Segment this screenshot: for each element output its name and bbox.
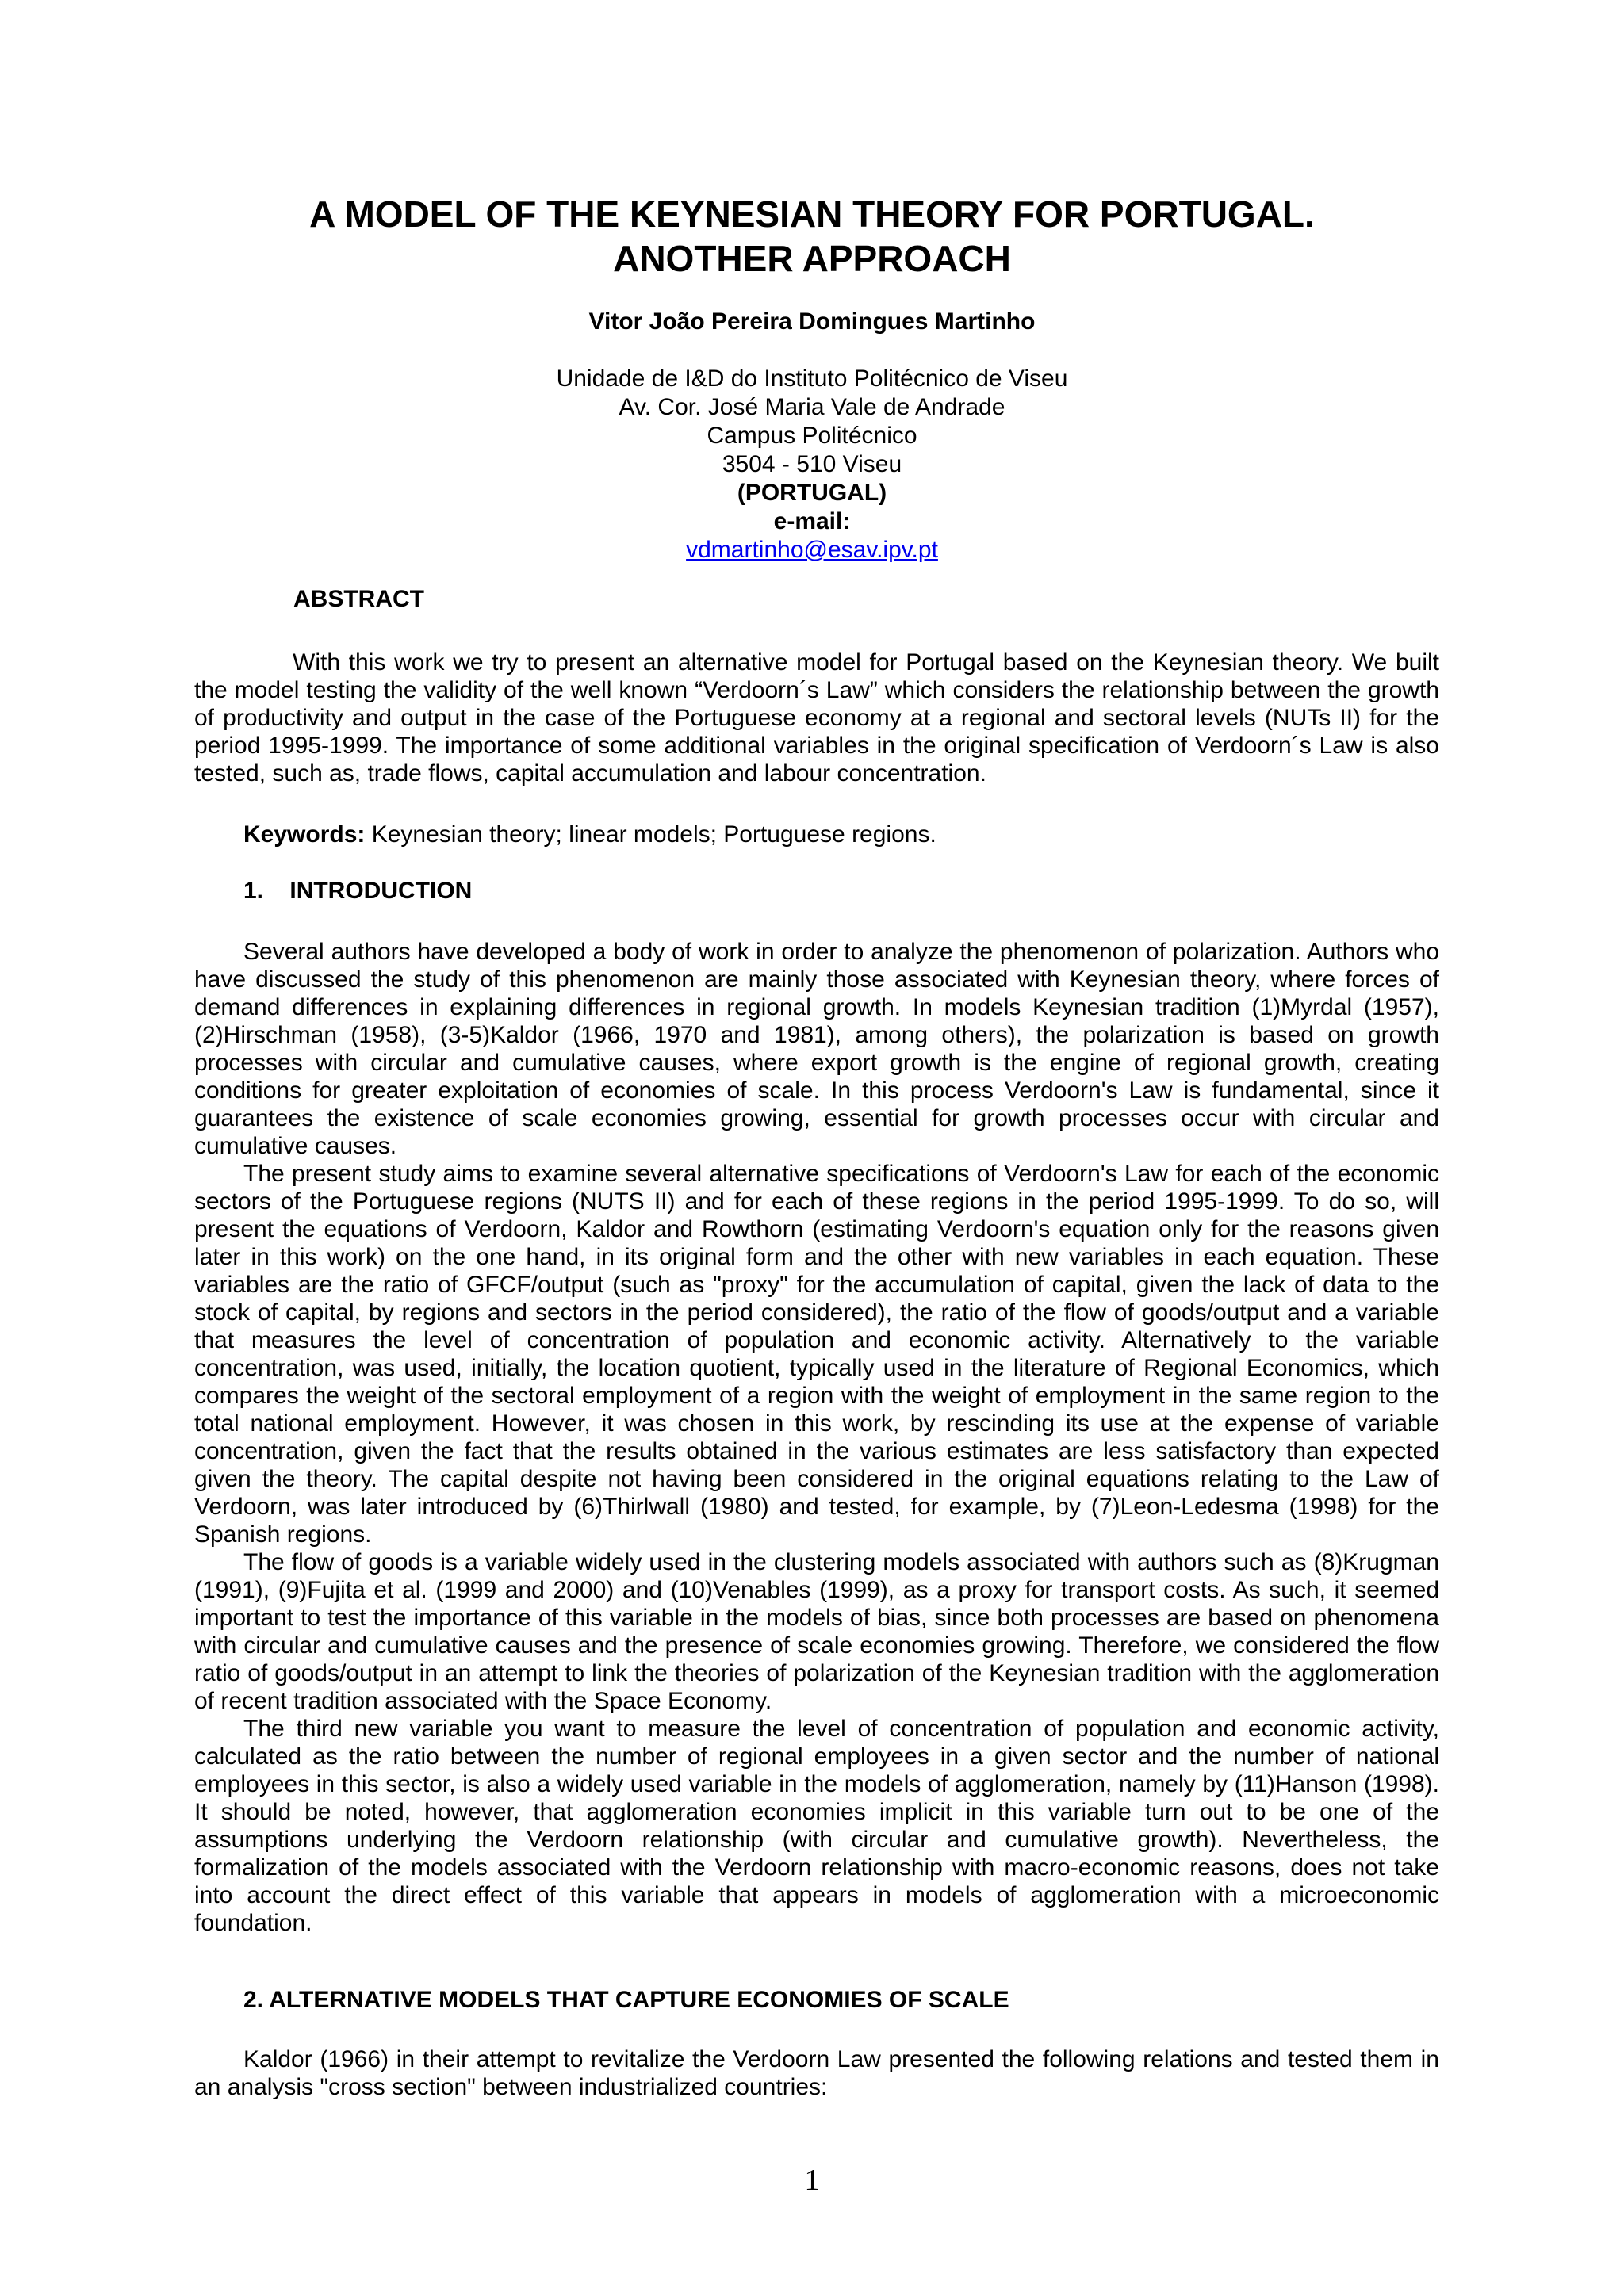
intro-paragraph-3: The flow of goods is a variable widely used in the clustering models associated with authors such as (8)Krugman (1991), (9)Fujita et al. (1999 and 2000) and (10)Venables (1999), as a proxy for transport costs. As such, it seemed important to test the importance of this variable in the models of bias, since both processes are based on phenomena with circular and cumulative causes and the presence of scale economies growing. Therefore, we considered the flow ratio of goods/output in an attempt to link the theories of polarization of the Keynesian tradition with the agglomeration of recent tradition associated with the Space Economy.: [194, 1549, 1439, 1714]
affiliation-line-2: Av. Cor. José Maria Vale de Andrade: [619, 394, 1005, 420]
affiliation-line-3: Campus Politécnico: [707, 423, 917, 449]
intro-paragraph-2: The present study aims to examine several alternative specifications of Verdoorn's Law for each of the economic sectors of the Portuguese regions (NUTS II) and for each of these regions in the period 1995-1999. To do so, will present the equations of Verdoorn, Kaldor and Rowthorn (estimating Verdoorn's equation only for the reasons given later in this work) on the one hand, in its original form and the other with new variables in each equation. These variables are the ratio of GFCF/output (such as "proxy" for the accumulation of capital, given the lack of data to the stock of capital, by regions and sectors in the period considered), the ratio of the flow of goods/output and a variable that measures the level of concentration of population and economic activity. Alternatively to the variable concentration, was used, initially, the location quotient, typically used in the literature of Regional Economics, which compares the weight of the sectoral employment of a region with the weight of employment in the same region to the total national employment. However, it was chosen in this work, by rescinding its use at the expense of variable concentration, given the fact that the results obtained in the various estimates are less satisfactory than expected given the theory. The capital despite not having been considered in the original equations relating to the Law of Verdoorn, was later introduced by (6)Thirlwall (1980) and tested, for example, by (7)Leon-Ledesma (1998) for the Spanish regions.: [194, 1161, 1439, 1548]
title-line-1: A MODEL OF THE KEYNESIAN THEORY FOR PORTUGAL.: [309, 193, 1315, 235]
section-1-body: [194, 938, 1439, 1937]
intro-paragraph-1: Several authors have developed a body of work in order to analyze the phenomenon of polarization. Authors who have discussed the study of this phenomenon are mainly those associated with Keynesian theory, where forces of demand differences in explaining differences in regional growth. In models Keynesian tradition (1)Myrdal (1957), (2)Hirschman (1958), (3-5)Kaldor (1966, 1970 and 1981), among others), the polarization is based on growth processes with circular and cumulative causes, where export growth is the engine of regional growth, creating conditions for greater exploitation of economies of scale. In this process Verdoorn's Law is fundamental, since it guarantees the existence of scale economies growing, essential for growth processes occur with circular and cumulative causes.: [194, 939, 1439, 1159]
keywords-label: Keywords:: [243, 821, 366, 848]
email-link[interactable]: vdmartinho@esav.ipv.pt: [686, 537, 938, 563]
page-number: 1: [804, 2164, 820, 2197]
affiliation-line-1: Unidade de I&D do Instituto Politécnico de Viseu: [556, 365, 1068, 392]
affiliation-country: (PORTUGAL): [737, 480, 887, 506]
affiliation-block: [190, 365, 1434, 564]
email-label: e-mail:: [773, 508, 851, 534]
affiliation-line-4: 3504 - 510 Viseu: [722, 451, 902, 477]
section-1-heading: 1. INTRODUCTION: [243, 878, 473, 904]
keywords-line: [243, 821, 1433, 848]
abstract-heading: ABSTRACT: [293, 586, 424, 612]
paper-title: [190, 192, 1434, 281]
abstract-text: With this work we try to present an alternative model for Portugal based on the Keynesian theory. We built the model testing the validity of the well known “Verdoorn´s Law” which considers the relationship between the growth of productivity and output in the case of the Portuguese economy at a regional and sectoral levels (NUTs II) for the period 1995-1999. The importance of some additional variables in the original specification of Verdoorn´s Law is also tested, such as, trade flows, capital accumulation and labour concentration.: [194, 649, 1439, 786]
email-line: [190, 507, 1434, 564]
title-line-2: ANOTHER APPROACH: [613, 238, 1011, 279]
section-2-heading: 2. ALTERNATIVE MODELS THAT CAPTURE ECONOMIES OF SCALE: [243, 1987, 1009, 2013]
section-2-paragraph: Kaldor (1966) in their attempt to revitalize the Verdoorn Law presented the following relations and tested them in an analysis "cross section" between industrialized countries:: [194, 2046, 1439, 2100]
intro-paragraph-4: The third new variable you want to measure the level of concentration of population and economic activity, calculated as the ratio between the number of regional employees in a given sector and the number of national employees in this sector, is also a widely used variable in the models of agglomeration, namely by (11)Hanson (1998). It should be noted, however, that agglomeration economies implicit in this variable turn out to be one of the assumptions underlying the Verdoorn relationship (with circular and cumulative growth). Nevertheless, the formalization of the models associated with the Verdoorn relationship with macro-economic reasons, does not take into account the direct effect of this variable that appears in models of agglomeration with a microeconomic foundation.: [194, 1716, 1439, 1936]
author-name: Vitor João Pereira Domingues Martinho: [588, 308, 1036, 335]
keywords-text: Keynesian theory; linear models; Portuguese regions.: [371, 821, 936, 848]
